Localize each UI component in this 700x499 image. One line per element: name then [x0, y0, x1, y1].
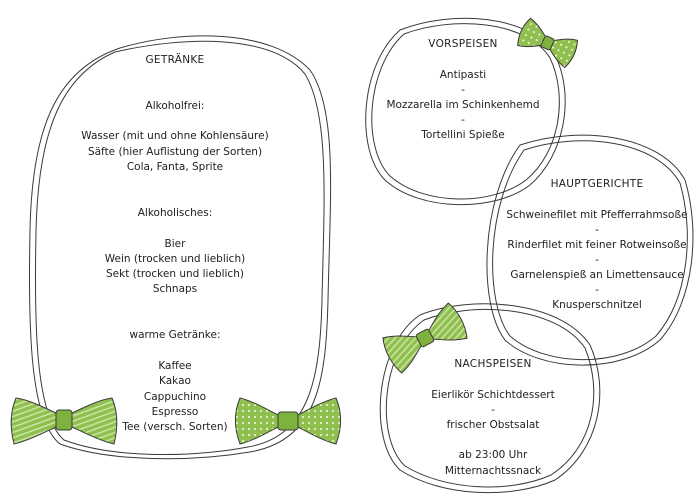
drink-item: Wasser (mit und ohne Kohlensäure) — [81, 130, 269, 143]
mains-title: HAUPTGERICHTE — [550, 178, 644, 190]
group-label-alcoholic: Alkoholisches: — [137, 206, 213, 219]
separator: - — [491, 403, 495, 416]
drink-item: Cappuchino — [143, 390, 207, 403]
separator: - — [461, 83, 465, 96]
starter-item: Mozzarella im Schinkenhemd — [386, 98, 540, 111]
drinks-panel — [60, 53, 290, 435]
starters-title: VORSPEISEN — [428, 38, 498, 50]
drink-item: Sekt (trocken und lieblich) — [106, 268, 244, 281]
dessert-item: frischer Obstsalat — [446, 418, 540, 431]
starter-item: Tortellini Spieße — [421, 129, 505, 142]
starters-panel — [378, 37, 548, 143]
group-label-non-alcoholic: Alkoholfrei: — [145, 99, 205, 112]
separator: - — [595, 223, 599, 236]
drink-item: Kakao — [159, 375, 191, 388]
main-item: Rinderfilet mit feiner Rotweinsoße — [507, 238, 687, 251]
drink-item: Cola, Fanta, Sprite — [126, 161, 224, 174]
midnight-time: ab 23:00 Uhr — [458, 449, 528, 462]
mains-panel — [492, 177, 700, 314]
main-item: Garnelenspieß an Limettensauce — [510, 269, 684, 282]
drinks-title: GETRÄNKE — [145, 54, 205, 66]
drink-item: Tee (versch. Sorten) — [122, 421, 228, 434]
main-item: Knusperschnitzel — [552, 299, 642, 312]
starter-item: Antipasti — [439, 68, 487, 81]
drink-item: Bier — [164, 237, 186, 250]
drink-item: Schnaps — [152, 283, 198, 296]
separator: - — [595, 254, 599, 267]
desserts-title: NACHSPEISEN — [454, 358, 532, 370]
drink-item: Säfte (hier Auflistung der Sorten) — [87, 145, 263, 158]
group-label-hot-drinks: warme Getränke: — [129, 329, 221, 342]
dessert-item: Eierlikör Schichtdessert — [431, 388, 555, 401]
separator: - — [595, 284, 599, 297]
drink-item: Kaffee — [158, 359, 192, 372]
separator: - — [461, 114, 465, 127]
desserts-panel — [408, 357, 578, 479]
main-item: Schweinefilet mit Pfefferrahmsoße — [506, 208, 688, 221]
drink-item: Wein (trocken und lieblich) — [104, 252, 246, 265]
drink-item: Espresso — [151, 405, 199, 418]
midnight-snack-label: Mitternachtssnack — [444, 464, 542, 477]
